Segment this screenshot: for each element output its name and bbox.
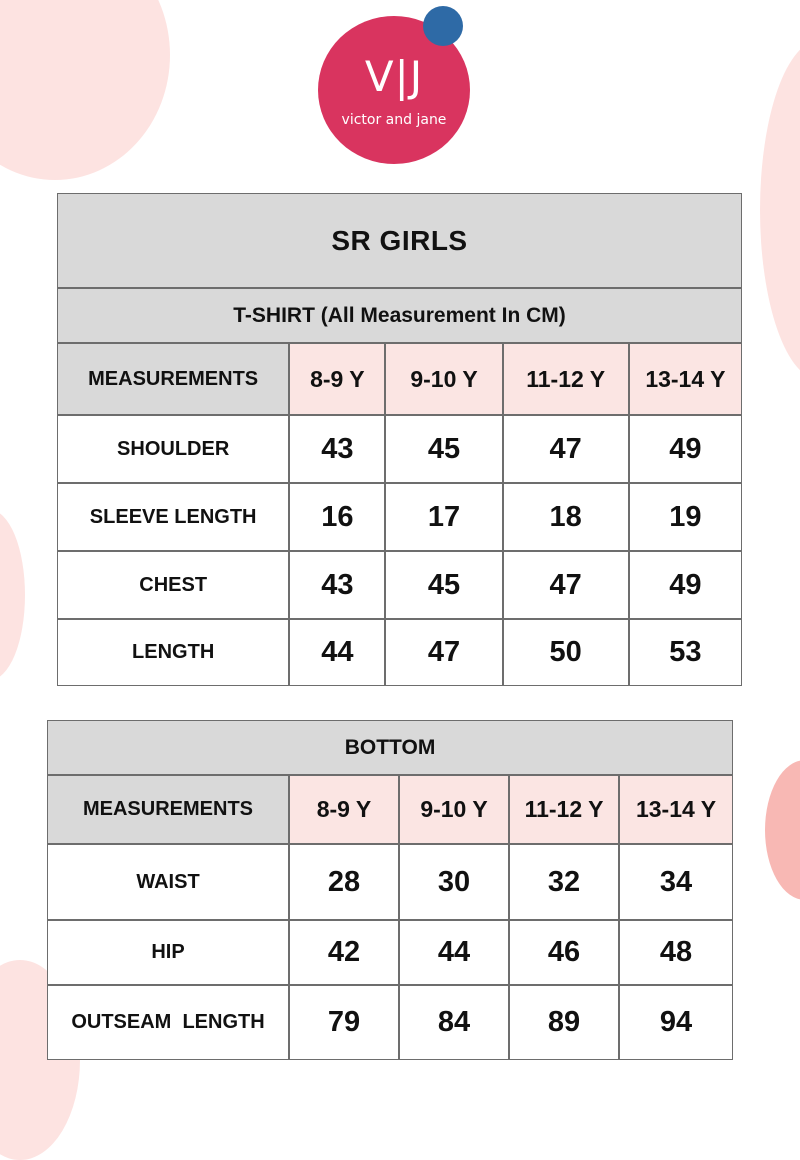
table-title: SR GIRLS xyxy=(58,194,742,288)
measurement-value: 50 xyxy=(503,619,629,686)
measurement-value: 47 xyxy=(503,415,629,483)
table-subtitle: T-SHIRT (All Measurement In CM) xyxy=(58,288,742,343)
measurement-value: 48 xyxy=(619,920,733,985)
measurements-header: MEASUREMENTS xyxy=(48,775,289,844)
decorative-blob xyxy=(760,40,800,380)
size-header: 11-12 Y xyxy=(503,343,629,415)
size-header: 11-12 Y xyxy=(509,775,619,844)
measurement-value: 45 xyxy=(385,551,502,619)
table-row xyxy=(58,415,742,483)
logo-dot xyxy=(423,6,463,46)
table-row xyxy=(58,483,742,551)
measurement-value: 34 xyxy=(619,844,733,920)
size-header: 8-9 Y xyxy=(289,343,385,415)
table-row xyxy=(48,844,733,920)
measurement-value: 44 xyxy=(289,619,385,686)
measurement-value: 89 xyxy=(509,985,619,1060)
decorative-blob xyxy=(0,510,25,680)
measurement-value: 47 xyxy=(503,551,629,619)
measurement-value: 45 xyxy=(385,415,502,483)
table-title: BOTTOM xyxy=(48,721,733,775)
decorative-blob xyxy=(0,0,170,180)
size-header: 13-14 Y xyxy=(629,343,742,415)
table-row xyxy=(58,619,742,686)
size-header: 13-14 Y xyxy=(619,775,733,844)
row-label: CHEST xyxy=(58,551,289,619)
measurement-value: 16 xyxy=(289,483,385,551)
measurement-value: 42 xyxy=(289,920,399,985)
decorative-blob xyxy=(765,760,800,900)
measurement-value: 94 xyxy=(619,985,733,1060)
measurement-value: 28 xyxy=(289,844,399,920)
bottom-size-table xyxy=(47,720,733,1060)
measurement-value: 32 xyxy=(509,844,619,920)
measurement-value: 19 xyxy=(629,483,742,551)
logo-brand-name: victor and jane xyxy=(341,112,447,128)
tshirt-size-table xyxy=(57,193,742,686)
row-label: SHOULDER xyxy=(58,415,289,483)
row-label: SLEEVE LENGTH xyxy=(58,483,289,551)
row-label: WAIST xyxy=(48,844,289,920)
row-label: HIP xyxy=(48,920,289,985)
measurement-value: 18 xyxy=(503,483,629,551)
brand-logo xyxy=(318,16,470,164)
size-header: 9-10 Y xyxy=(385,343,502,415)
measurement-value: 79 xyxy=(289,985,399,1060)
measurement-value: 17 xyxy=(385,483,502,551)
measurement-value: 30 xyxy=(399,844,509,920)
measurement-value: 47 xyxy=(385,619,502,686)
measurements-header: MEASUREMENTS xyxy=(58,343,289,415)
size-header: 9-10 Y xyxy=(399,775,509,844)
measurement-value: 43 xyxy=(289,551,385,619)
measurement-value: 53 xyxy=(629,619,742,686)
row-label: LENGTH xyxy=(58,619,289,686)
measurement-value: 44 xyxy=(399,920,509,985)
table-row xyxy=(48,920,733,985)
measurement-value: 46 xyxy=(509,920,619,985)
measurement-value: 49 xyxy=(629,551,742,619)
logo-mark: V|J xyxy=(364,52,424,101)
measurement-value: 49 xyxy=(629,415,742,483)
table-row xyxy=(48,985,733,1060)
measurement-value: 84 xyxy=(399,985,509,1060)
size-header: 8-9 Y xyxy=(289,775,399,844)
row-label: OUTSEAM LENGTH xyxy=(48,985,289,1060)
measurement-value: 43 xyxy=(289,415,385,483)
table-row xyxy=(58,551,742,619)
